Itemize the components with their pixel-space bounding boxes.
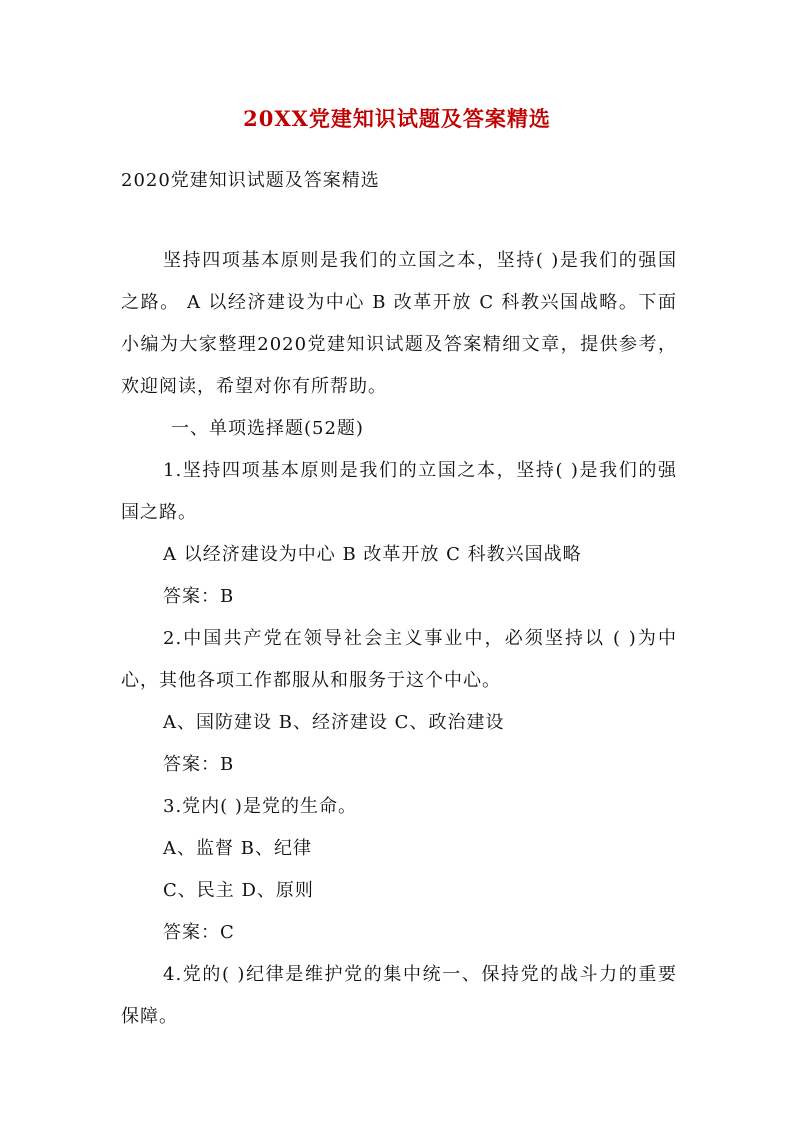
question-1-options: A 以经济建设为中心 B 改革开放 C 科教兴国战略 [163,544,582,565]
document-subtitle: 2020党建知识试题及答案精选 [121,170,380,191]
question-3-options-line-2: C、民主 D、原则 [163,880,314,901]
question-4-text: 4.党的( )纪律是维护党的集中统一、保持党的战斗力的重要保障。 [121,964,677,1027]
question-3-answer: 答案：C [163,922,235,943]
document-title: 20XX党建知识试题及答案精选 [243,106,551,131]
section-heading: 一、单项选择题(52题) [171,418,364,439]
document-body [121,240,677,1038]
question-1-answer: 答案：B [163,586,235,607]
question-2-answer: 答案：B [163,754,235,775]
question-3-text: 3.党内( )是党的生命。 [163,796,357,817]
intro-paragraph: 坚持四项基本原则是我们的立国之本，坚持( )是我们的强国之路。 A 以经济建设为中心 B 改革开放 C 科教兴国战略。下面小编为大家整理2020党建知识试题及答案精细文章，提供参考，欢迎阅读，希望对你有所帮助。 [121,250,677,397]
question-3-options-line-1: A、监督 B、纪律 [163,838,312,859]
question-2-text: 2.中国共产党在领导社会主义事业中，必须坚持以 ( )为中心，其他各项工作都服从和服务于这个中心。 [121,628,677,691]
question-1-text: 1.坚持四项基本原则是我们的立国之本，坚持( )是我们的强国之路。 [121,460,677,523]
question-2-options: A、国防建设 B、经济建设 C、政治建设 [163,712,505,733]
